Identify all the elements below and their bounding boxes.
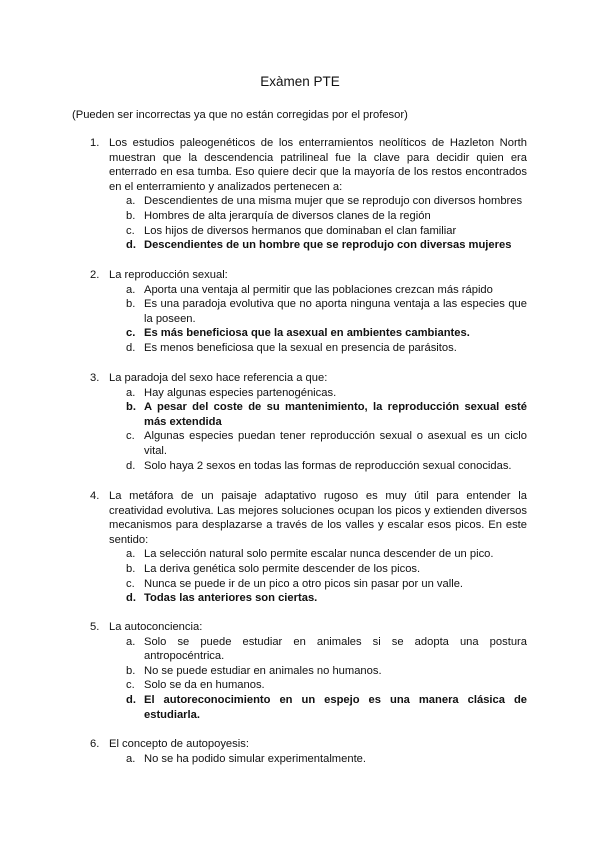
option-text: El autoreconocimiento en un espejo es una manera clásica de estudiarla.	[144, 693, 527, 721]
option-letter: c.	[126, 430, 135, 443]
options-list	[126, 752, 527, 767]
question-number: 4.	[90, 490, 100, 502]
options-list	[126, 283, 527, 356]
question-2	[90, 268, 527, 356]
options-list	[126, 547, 527, 605]
option-letter: d.	[126, 341, 136, 354]
option-text: Hombres de alta jerarquía de diversos clanes de la región	[144, 209, 431, 222]
option-a	[126, 752, 527, 767]
option-letter: a.	[126, 752, 136, 765]
option-d	[126, 459, 527, 474]
question-text: La metáfora de un paisaje adaptativo rugoso es muy útil para entender la creatividad evolutiva. Las mejores soluciones ocupan los picos y extienden diversos mecanismos para desplazarse a través de los valles y escalar esos picos. En este sentido:	[109, 490, 527, 546]
options-list	[126, 194, 527, 252]
option-c	[126, 429, 527, 458]
option-letter: b.	[126, 562, 136, 575]
option-text: La selección natural solo permite escalar nunca descender de un pico.	[144, 548, 494, 561]
option-b-correct	[126, 400, 527, 429]
option-b	[126, 562, 527, 577]
question-text: La autoconciencia:	[109, 621, 203, 633]
option-d-correct	[126, 693, 527, 722]
option-letter: b.	[126, 664, 136, 677]
option-text: No se puede estudiar en animales no humanos.	[144, 664, 382, 677]
question-number: 2.	[90, 269, 100, 281]
option-letter: a.	[126, 283, 136, 296]
option-letter: c.	[126, 327, 136, 340]
option-letter: a.	[126, 635, 136, 648]
option-letter: b.	[126, 401, 136, 414]
option-text: Nunca se puede ir de un pico a otro picos sin pasar por un valle.	[144, 577, 464, 590]
option-letter: d.	[126, 459, 136, 472]
option-text: Aporta una ventaja al permitir que las poblaciones crezcan más rápido	[144, 283, 493, 296]
option-b	[126, 209, 527, 224]
option-text: Solo haya 2 sexos en todas las formas de reproducción sexual conocidas.	[144, 459, 512, 472]
option-b	[126, 297, 527, 326]
question-4	[90, 489, 527, 606]
option-c	[126, 678, 527, 693]
option-d-correct	[126, 591, 527, 606]
option-text: Los hijos de diversos hermanos que dominaban el clan familiar	[144, 224, 457, 237]
option-a	[126, 635, 527, 664]
option-letter: a.	[126, 195, 136, 208]
question-number: 5.	[90, 621, 100, 633]
question-number: 1.	[90, 137, 100, 149]
question-number: 6.	[90, 738, 100, 750]
question-6	[90, 737, 527, 766]
option-text: La deriva genética solo permite descender de los picos.	[144, 562, 421, 575]
option-text: Todas las anteriores son ciertas.	[144, 592, 318, 605]
option-text: Es menos beneficiosa que la sexual en presencia de parásitos.	[144, 341, 457, 354]
disclaimer-note: (Pueden ser incorrectas ya que no están corregidas por el profesor)	[72, 109, 408, 121]
option-letter: c.	[126, 679, 135, 692]
option-d-correct	[126, 238, 527, 253]
option-c	[126, 224, 527, 239]
question-5	[90, 620, 527, 722]
question-3	[90, 371, 527, 473]
option-letter: c.	[126, 577, 135, 590]
option-letter: d.	[126, 239, 136, 252]
options-list	[126, 386, 527, 474]
question-text: La paradoja del sexo hace referencia a que:	[109, 372, 328, 384]
question-number: 3.	[90, 372, 100, 384]
option-text: Es una paradoja evolutiva que no aporta ninguna ventaja a las especies que la poseen.	[144, 298, 527, 325]
option-b	[126, 664, 527, 679]
option-a	[126, 547, 527, 562]
question-text: Los estudios paleogenéticos de los enterramientos neolíticos de Hazleton North muestran que la descendencia patrilineal fue la clave para decidir quien era enterrado en esa tumba. Eso quiere decir que la mayoría de los restos encontrados en el enterramiento y analizados pertenecen a:	[109, 137, 527, 193]
options-list	[126, 635, 527, 723]
option-a	[126, 194, 527, 209]
option-text: Hay algunas especies partenogénicas.	[144, 386, 337, 399]
option-letter: b.	[126, 209, 136, 222]
option-text: No se ha podido simular experimentalmente.	[144, 752, 367, 765]
option-text: A pesar del coste de su mantenimiento, la reproducción sexual esté más extendida	[144, 401, 527, 428]
option-text: Descendientes de una misma mujer que se reprodujo con diversos hombres	[144, 195, 523, 208]
option-letter: a.	[126, 548, 136, 561]
option-letter: d.	[126, 693, 136, 706]
question-text: El concepto de autopoyesis:	[109, 738, 249, 750]
option-a	[126, 283, 527, 298]
option-letter: c.	[126, 224, 135, 237]
question-1	[90, 136, 527, 253]
page-title: Exàmen PTE	[260, 74, 340, 89]
option-text: Es más beneficiosa que la asexual en ambientes cambiantes.	[144, 327, 470, 340]
question-text: La reproducción sexual:	[109, 269, 228, 281]
option-text: Solo se da en humanos.	[144, 679, 265, 692]
option-letter: d.	[126, 592, 136, 605]
option-letter: a.	[126, 386, 136, 399]
option-letter: b.	[126, 298, 136, 311]
option-d	[126, 341, 527, 356]
option-c-correct	[126, 326, 527, 341]
option-text: Algunas especies puedan tener reproducción sexual o asexual es un ciclo vital.	[144, 430, 527, 457]
option-text: Solo se puede estudiar en animales si se adopta una postura antropocéntrica.	[144, 635, 527, 663]
option-a	[126, 386, 527, 401]
option-c	[126, 577, 527, 592]
option-text: Descendientes de un hombre que se reprodujo con diversas mujeres	[144, 239, 512, 252]
